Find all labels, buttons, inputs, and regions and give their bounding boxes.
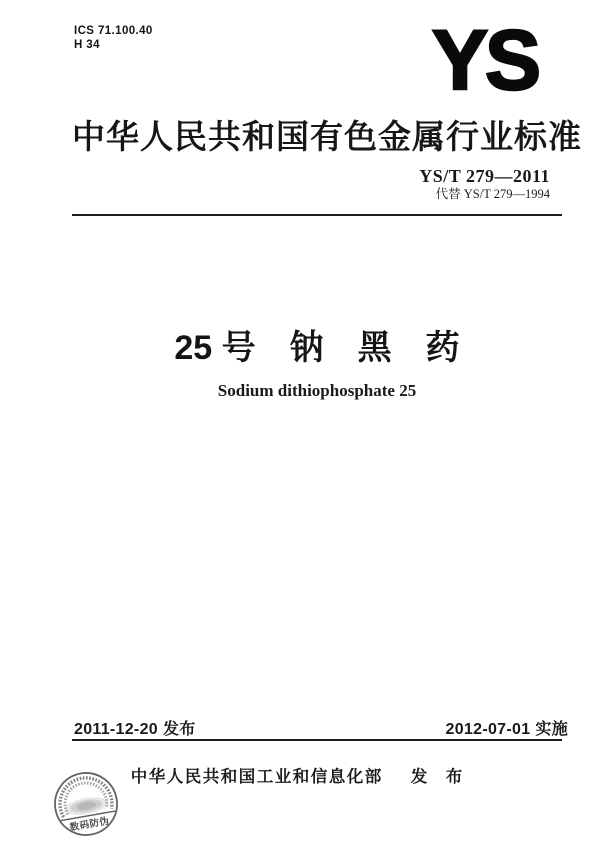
- implementation-date: [446, 716, 568, 739]
- issue-date: [74, 716, 196, 739]
- issue-date-label: 发布: [162, 721, 196, 738]
- stamp-caption: 数码防伪: [68, 815, 111, 834]
- document-title-en: Sodium dithiophosphate 25: [217, 381, 417, 400]
- standard-number-block: [419, 167, 550, 201]
- ys-logo: YS: [431, 13, 538, 107]
- implementation-date-value: 2012-07-01: [445, 721, 531, 738]
- ics-code: ICS 71.100.40: [74, 25, 153, 37]
- publisher-name: 中华人民共和国工业和信息化部: [130, 768, 383, 786]
- ics-codes: [74, 24, 153, 52]
- classification-code: H 34: [74, 39, 100, 51]
- anti-counterfeit-stamp-icon: [47, 765, 126, 844]
- implementation-date-label: 实施: [535, 721, 568, 738]
- supersedes-note: 代替 YS/T 279—1994: [435, 187, 550, 201]
- issue-date-value: 2011-12-20: [74, 721, 158, 738]
- publish-label: 发 布: [410, 768, 470, 786]
- standard-org-heading: 中华人民共和国有色金属行业标准: [72, 118, 582, 155]
- footer-rule: [72, 739, 562, 741]
- header-rule: [72, 214, 562, 216]
- dates-row: [74, 716, 568, 739]
- document-title-cn: 25 号 钠 黑 药: [174, 329, 460, 367]
- standard-number: YS/T 279—2011: [419, 166, 550, 186]
